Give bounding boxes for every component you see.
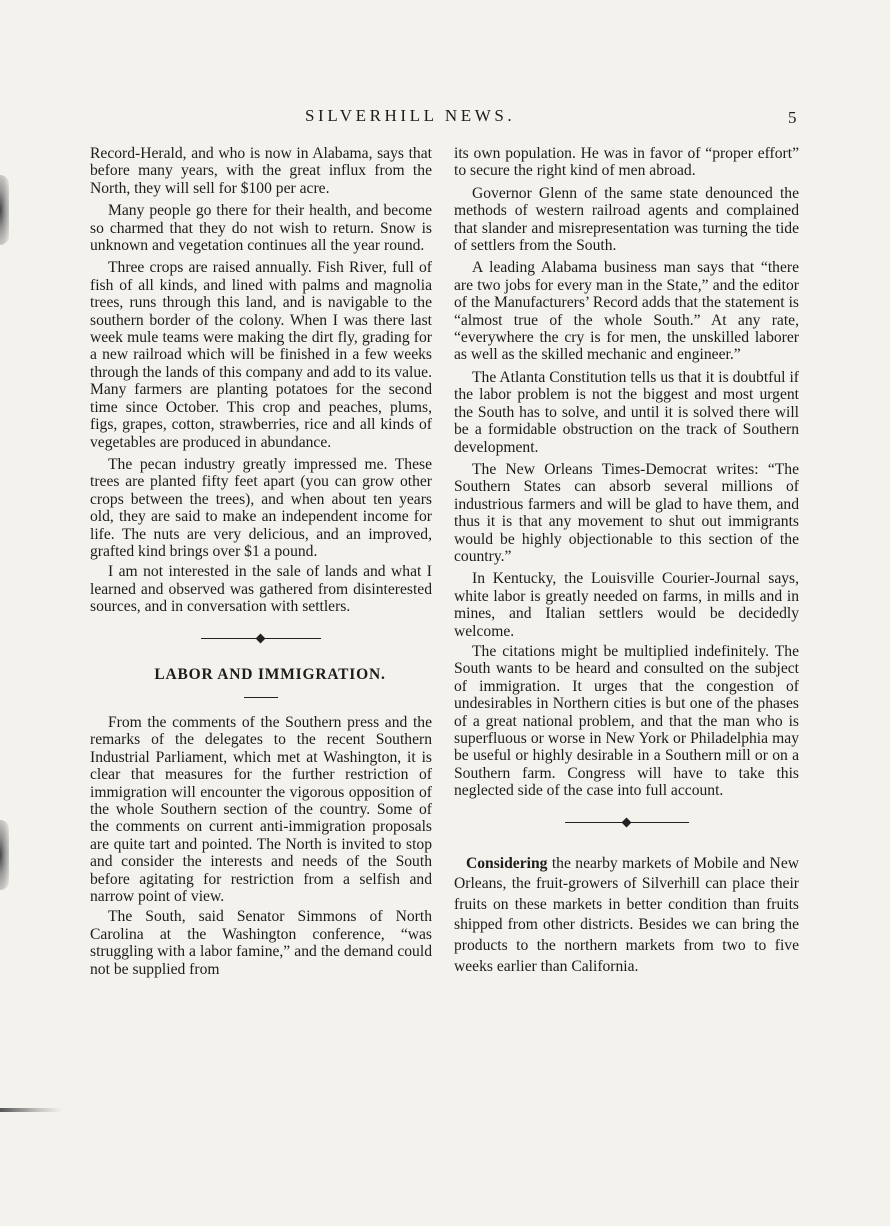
article-paragraph: I am not interested in the sale of lands and what I learned and observed was gathered from disinterested sources, and in conversation with settlers.: [90, 563, 432, 616]
article-paragraph: Three crops are raised annually. Fish River, full of fish of all kinds, and lined with palms and magnolia trees, runs through this land, and is navigable to the southern border of the colony. When I was there last week mule teams were making the dirt fly, grading for a new railroad which will be finished in a few weeks through the lands of this company and add to its value. Many farmers are planting potatoes for the second time since October. This crop and peaches, plums, figs, grapes, cotton, strawberries, rice and all kinds of vegetables are produced in abundance.: [90, 259, 432, 451]
article-paragraph: The Atlanta Constitution tells us that it is doubtful if the labor problem is not the biggest and most urgent the South has to solve, and until it is solved there will be a formidable obstruction on the track of Southern development.: [454, 368, 799, 456]
section-divider-ornament: [201, 632, 321, 646]
left-column: [90, 145, 432, 978]
binding-hole-shadow-top: [0, 175, 9, 245]
closing-lead-word: Considering: [466, 854, 548, 872]
article-paragraph: The New Orleans Times-Democrat writes: “The Southern States can absorb several millions of industrious farmers and will be glad to have them, and thus it is that any movement to shut out immigrants would be highly objectionable to this section of the country.”: [454, 460, 799, 565]
page-number: 5: [788, 108, 797, 127]
article-paragraph: In Kentucky, the Louisville Courier-Journal says, white labor is greatly needed on farms, in mills and in mines, and Italian settlers would be decidedly welcome.: [454, 570, 799, 640]
closing-body-text: the nearby markets of Mobile and New Orleans, the fruit-growers of Silverhill can place their fruits on these markets in better condition than fruits shipped from other districts. Besides we can bring the products to the northern markets from two to five weeks earlier than California.: [454, 854, 799, 975]
running-title: SILVERHILL NEWS.: [305, 106, 516, 125]
article-paragraph: its own population. He was in favor of “proper effort” to secure the right kind of men abroad.: [454, 145, 799, 180]
article-paragraph: Many people go there for their health, and become so charmed that they do not wish to return. Snow is unknown and vegetation continues all the year round.: [90, 202, 432, 255]
article-paragraph: A leading Alabama business man says that “there are two jobs for every man in the State,” and the editor of the Manufacturers’ Record adds that the statement is “almost true of the whole South.” At any rate, “everywhere the cry is for men, the unskilled laborer as well as the skilled mechanic and engineer.”: [454, 259, 799, 364]
closing-notice: [454, 854, 799, 978]
section-heading: LABOR AND IMMIGRATION.: [154, 665, 386, 683]
article-paragraph: From the comments of the Southern press and the remarks of the delegates to the recent Southern Industrial Parliament, which met at Washington, it is clear that measures for the further restriction of immigration will encounter the vigorous opposition of the whole Southern section of the country. Some of the comments on current anti-immigration proposals are quite tart and pointed. The North is invited to stop and consider the interests and needs of the South before agitating for restriction from a selfish and narrow point of view.: [90, 713, 432, 906]
binding-hole-shadow-bottom: [0, 820, 9, 890]
article-paragraph: The pecan industry greatly impressed me. These trees are planted fifty feet apart (you can grow other crops between the trees), and when about ten years old, they are said to make an independent income for life. The nuts are very delicious, and an improved, grafted kind brings over $1 a pound.: [90, 455, 432, 560]
margin-smudge: [0, 1108, 62, 1112]
right-column: [454, 145, 799, 977]
article-paragraph: Governor Glenn of the same state denounced the methods of western railroad agents and complained that slander and misrepresentation was turning the tide of settlers from the South.: [454, 184, 799, 255]
page-header: [0, 106, 890, 130]
article-paragraph: The South, said Senator Simmons of North Carolina at the Washington conference, “was struggling with a labor famine,” and the demand could not be supplied from: [90, 908, 432, 978]
section-divider-ornament: [565, 816, 689, 830]
closing-paragraph: [454, 854, 799, 978]
article-paragraph: The citations might be multiplied indefinitely. The South wants to be heard and consulted on the subject of immigration. It urges that the congestion of undesirables in Northern cities is but one of the phases of a great national problem, and that the man who is superfluous or worse in New York or Philadelphia may be useful or highly desirable in a Southern mill or on a Southern farm. Congress will have to take this neglected side of the case into full account.: [454, 642, 799, 800]
article-paragraph: Record-Herald, and who is now in Alabama, says that before many years, with the great influx from the North, they will sell for $100 per acre.: [90, 145, 432, 197]
heading-underline-rule: [244, 697, 278, 698]
